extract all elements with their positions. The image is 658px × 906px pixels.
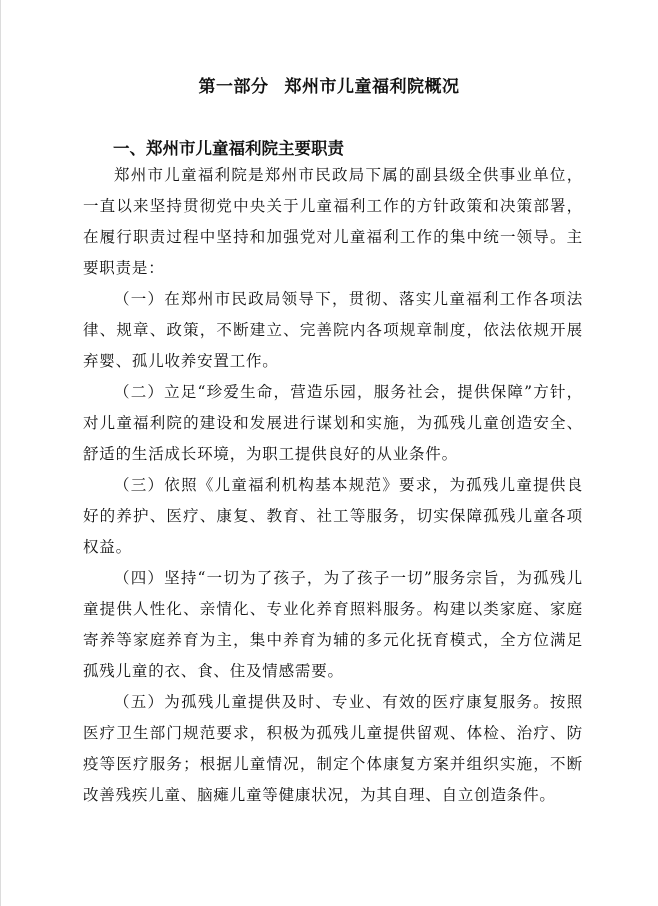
paragraph-item-4: （四）坚持“一切为了孩子，为了孩子一切”服务宗旨，为孤残儿童提供人性化、亲情化、专业化养育照料服务。构建以类家庭、家庭寄养等家庭养育为主，集中养育为辅的多元化抚育模式，全方位满足孤残儿童的衣、食、住及情感需要。 [83,569,583,680]
paragraph-item-5: （五）为孤残儿童提供及时、专业、有效的医疗康复服务。按照医疗卫生部门规范要求，积极为孤残儿童提供留观、体检、治疗、防疫等医疗服务；根据儿童情况，制定个体康复方案并组织实施，不断改善残疾儿童、脑瘫儿童等健康状况，为其自理、自立创造条件。 [83,693,583,804]
section-heading: 一、郑州市儿童福利院主要职责 [113,139,344,158]
page-title [0,72,658,97]
title-part: 第一部分 [198,77,269,97]
paragraph-item-2: （二）立足“珍爱生命，营造乐园，服务社会，提供保障”方针，对儿童福利院的建设和发展进行谋划和实施，为孤残儿童创造安全、舒适的生活成长环境，为职工提供良好的从业条件。 [83,383,583,463]
paragraph-intro: 郑州市儿童福利院是郑州市民政局下属的副县级全供事业单位，一直以来坚持贯彻党中央关于儿童福利工作的方针政策和决策部署，在履行职责过程中坚持和加强党对儿童福利工作的集中统一领导。主要职责是： [83,166,583,277]
title-name: 郑州市儿童福利院概况 [284,77,460,97]
page-left-edge [0,0,1,906]
paragraph-item-1: （一）在郑州市民政局领导下，贯彻、落实儿童福利工作各项法律、规章、政策，不断建立、完善院内各项规章制度，依法依规开展弃婴、孤儿收养安置工作。 [83,290,583,370]
document-body [83,160,583,811]
paragraph-item-3: （三）依照《儿童福利机构基本规范》要求，为孤残儿童提供良好的养护、医疗、康复、教育、社工等服务，切实保障孤残儿童各项权益。 [83,476,583,556]
